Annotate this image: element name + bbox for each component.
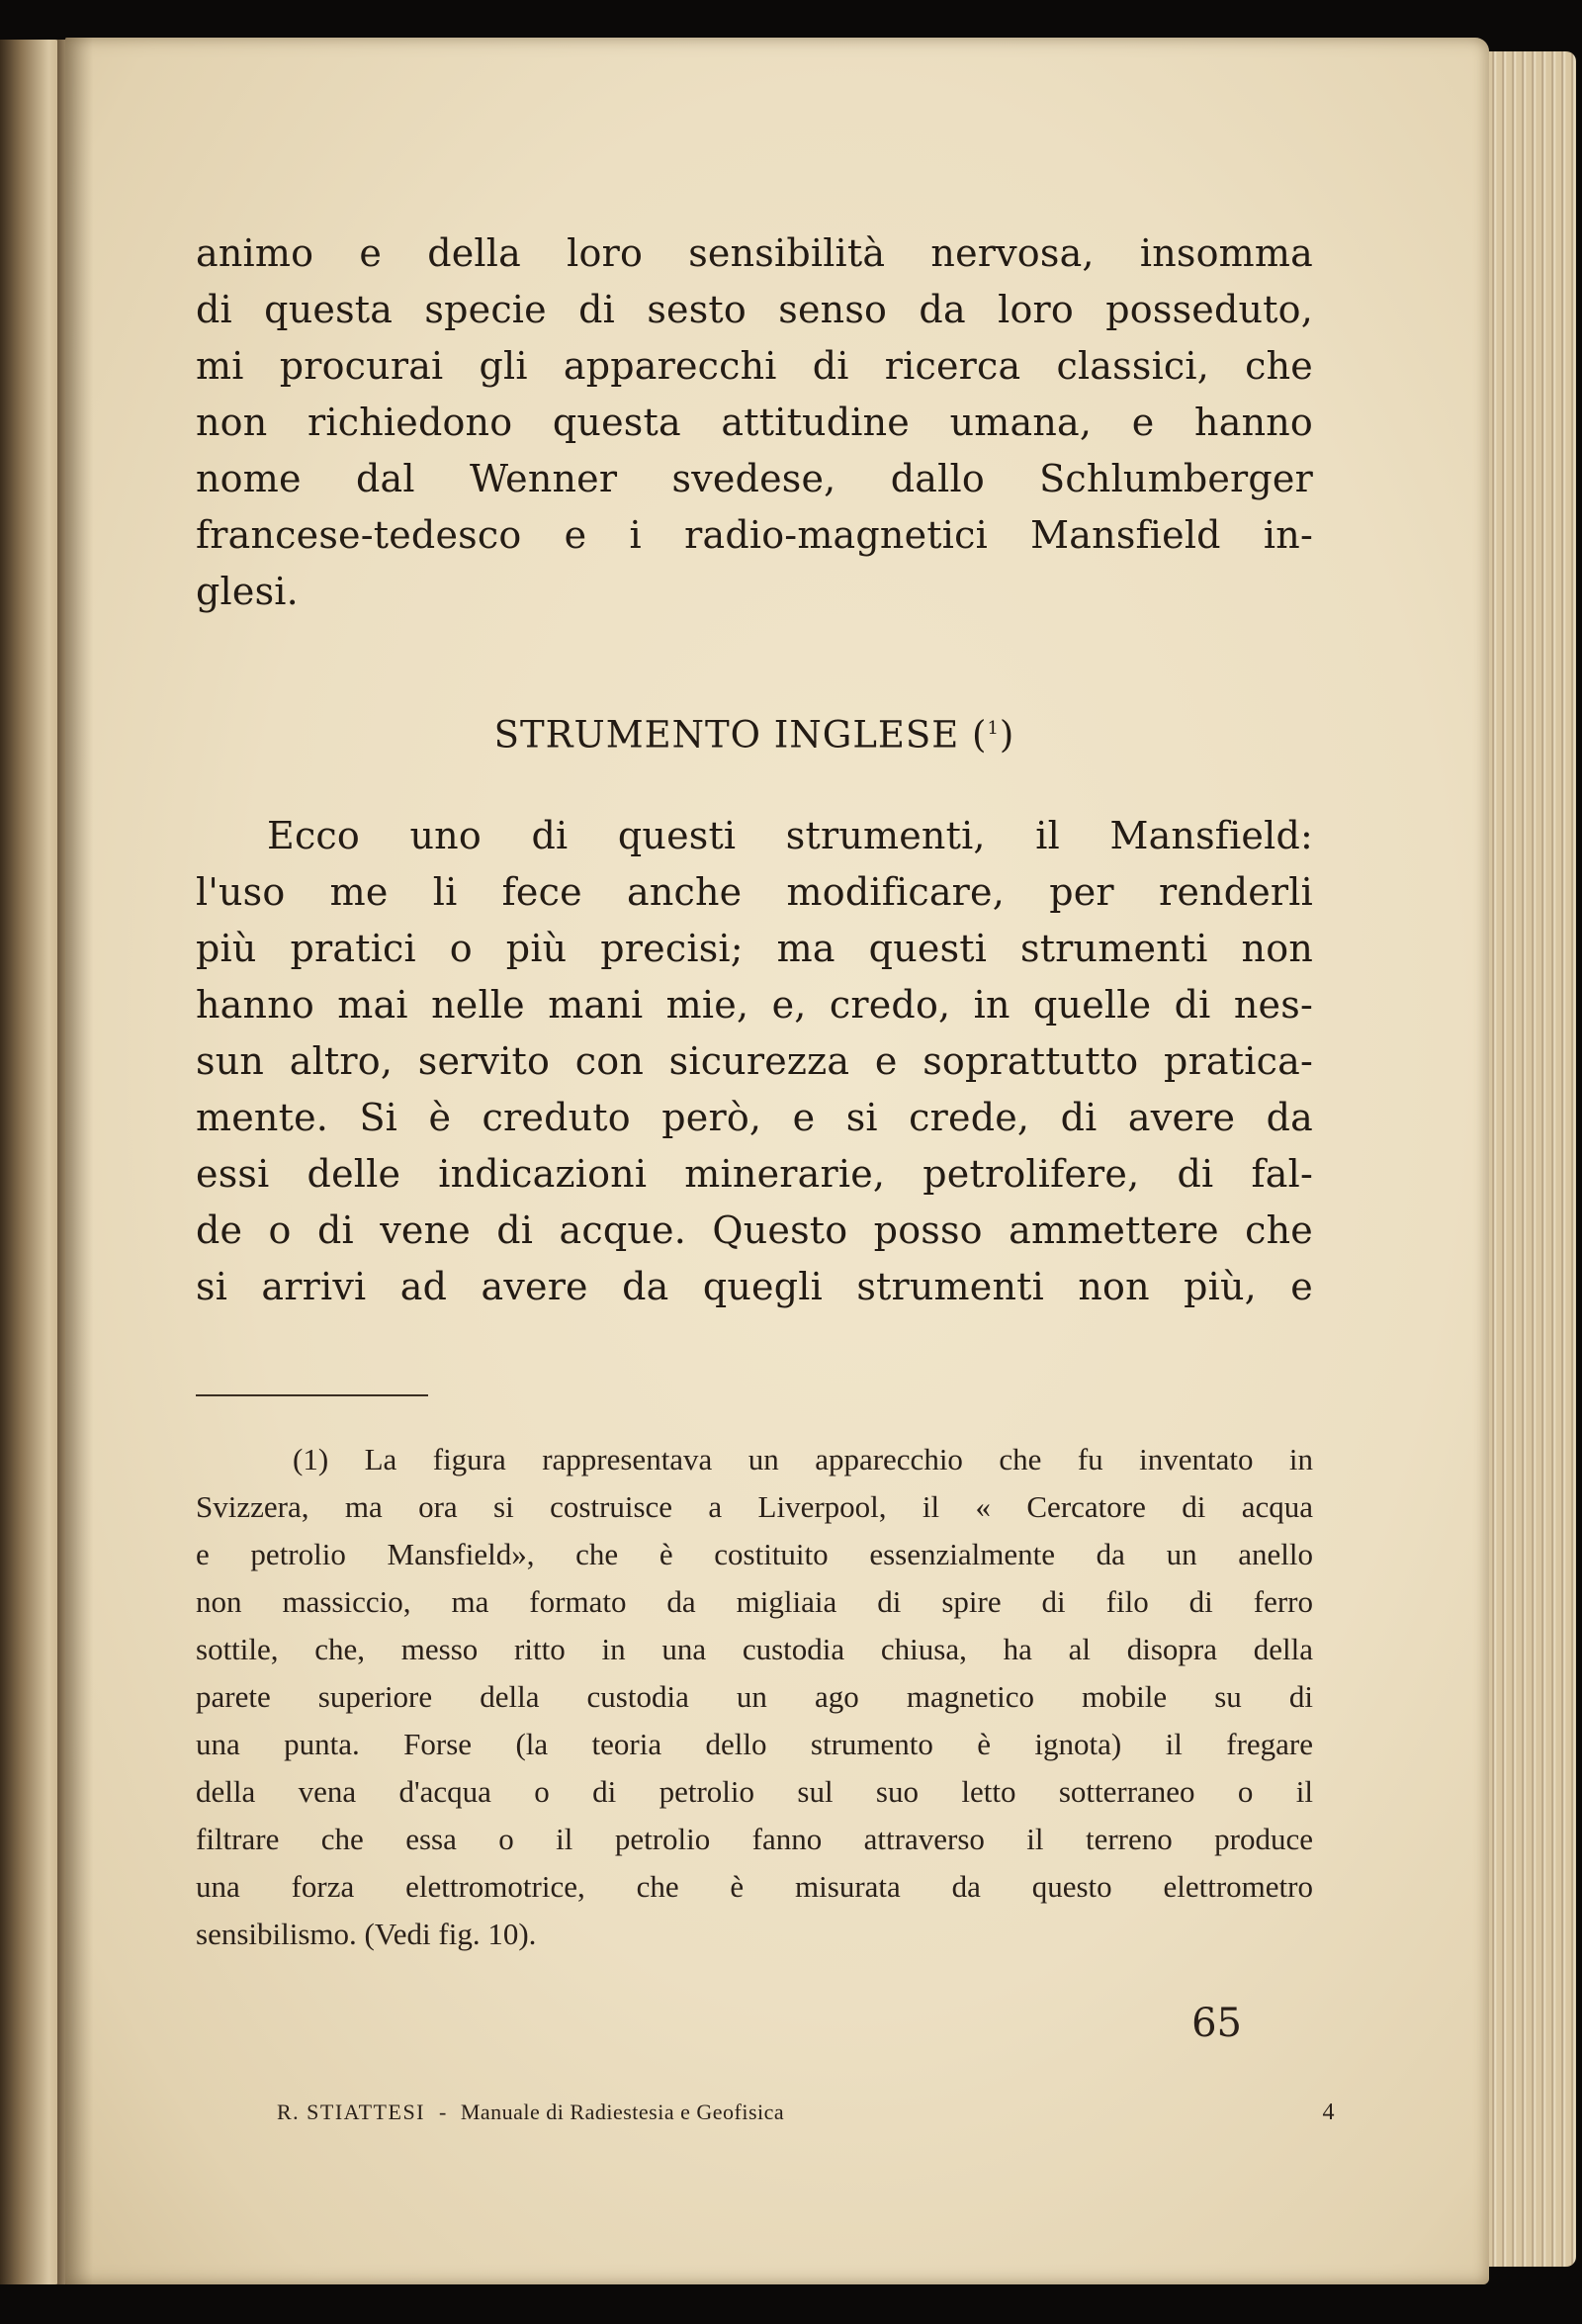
signature-mark: 4 [1322,2100,1335,2125]
page-content [196,225,1313,1958]
text-line: l'uso me li fece anche modificare, per renderli [196,870,1313,914]
heading-text: STRUMENTO INGLESE ( [493,713,988,757]
footnote-line: della vena d'acqua o di petrolio sul suo letto sotterraneo o il [196,1774,1313,1809]
signature-author: R. STIATTESI [277,2100,425,2124]
text-line: più pratici o più precisi; ma questi strumenti non [196,927,1313,970]
footnote-reference: 1 [987,718,1000,739]
footnote [196,1436,1313,1958]
section-heading [196,699,1313,759]
footnote-line: sottile, che, messo ritto in una custodia chiusa, ha al disopra della [196,1632,1313,1666]
footnote-marker: (1) [293,1442,329,1476]
text-line: di questa specie di sesto senso da loro posseduto, [196,288,1313,331]
signature-text [277,2100,784,2126]
text-line: non richiedono questa attitudine umana, e hanno [196,401,1313,444]
footnote-line [196,1436,1313,1483]
text-line: Ecco uno di questi strumenti, il Mansfield: [267,814,1313,857]
footnote-line: una forza elettromotrice, che è misurata da questo elettrometro [196,1869,1313,1904]
text-line: francese-tedesco e i radio-magnetici Mansfield in- [196,513,1313,557]
text-line: si arrivi ad avere da quegli strumenti non più, e [196,1265,1313,1308]
printer-signature [277,2100,1335,2126]
footnote-line: Svizzera, ma ora si costruisce a Liverpool, il « Cercatore di acqua [196,1489,1313,1524]
footnote-line: non massiccio, ma formato da migliaia di spire di filo di ferro [196,1584,1313,1619]
footnote-line: una punta. Forse (la teoria dello strumento è ignota) il fregare [196,1727,1313,1761]
paragraph-2 [196,808,1313,1315]
heading-close: ) [999,713,1015,757]
footnote-line: parete superiore della custodia un ago magnetico mobile su di [196,1679,1313,1714]
signature-title: Manuale di Radiestesia e Geofisica [460,2100,785,2124]
text-line: hanno mai nelle mani mie, e, credo, in quelle di nes- [196,983,1313,1027]
previous-page-edge [0,40,61,2284]
text-line: nome dal Wenner svedese, dallo Schlumberger [196,457,1313,500]
text-line: sun altro, servito con sicurezza e soprattutto pratica- [196,1039,1313,1083]
text-line: animo e della loro sensibilità nervosa, insomma [196,231,1313,275]
footnote-text: La figura rappresentava un apparecchio che fu inventato in [364,1442,1314,1476]
footnote-rule [196,1394,428,1396]
footnote-line: filtrare che essa o il petrolio fanno attraverso il terreno produce [196,1822,1313,1856]
text-line: de o di vene di acque. Questo posso ammettere che [196,1208,1313,1252]
text-line: essi delle indicazioni minerarie, petrolifere, di fal- [196,1152,1313,1196]
book-page [65,38,1489,2284]
signature-separator: - [439,2100,447,2124]
footnote-line: sensibilismo. (Vedi fig. 10). [196,1917,537,1951]
text-line: glesi. [196,570,299,613]
footnote-line: e petrolio Mansfield», che è costituito essenzialmente da un anello [196,1537,1313,1571]
text-line: mente. Si è creduto però, e si crede, di avere da [196,1096,1313,1139]
text-line: mi procurai gli apparecchi di ricerca classici, che [196,344,1313,388]
paragraph-1 [196,225,1313,620]
page-number: 65 [1191,2001,1242,2046]
